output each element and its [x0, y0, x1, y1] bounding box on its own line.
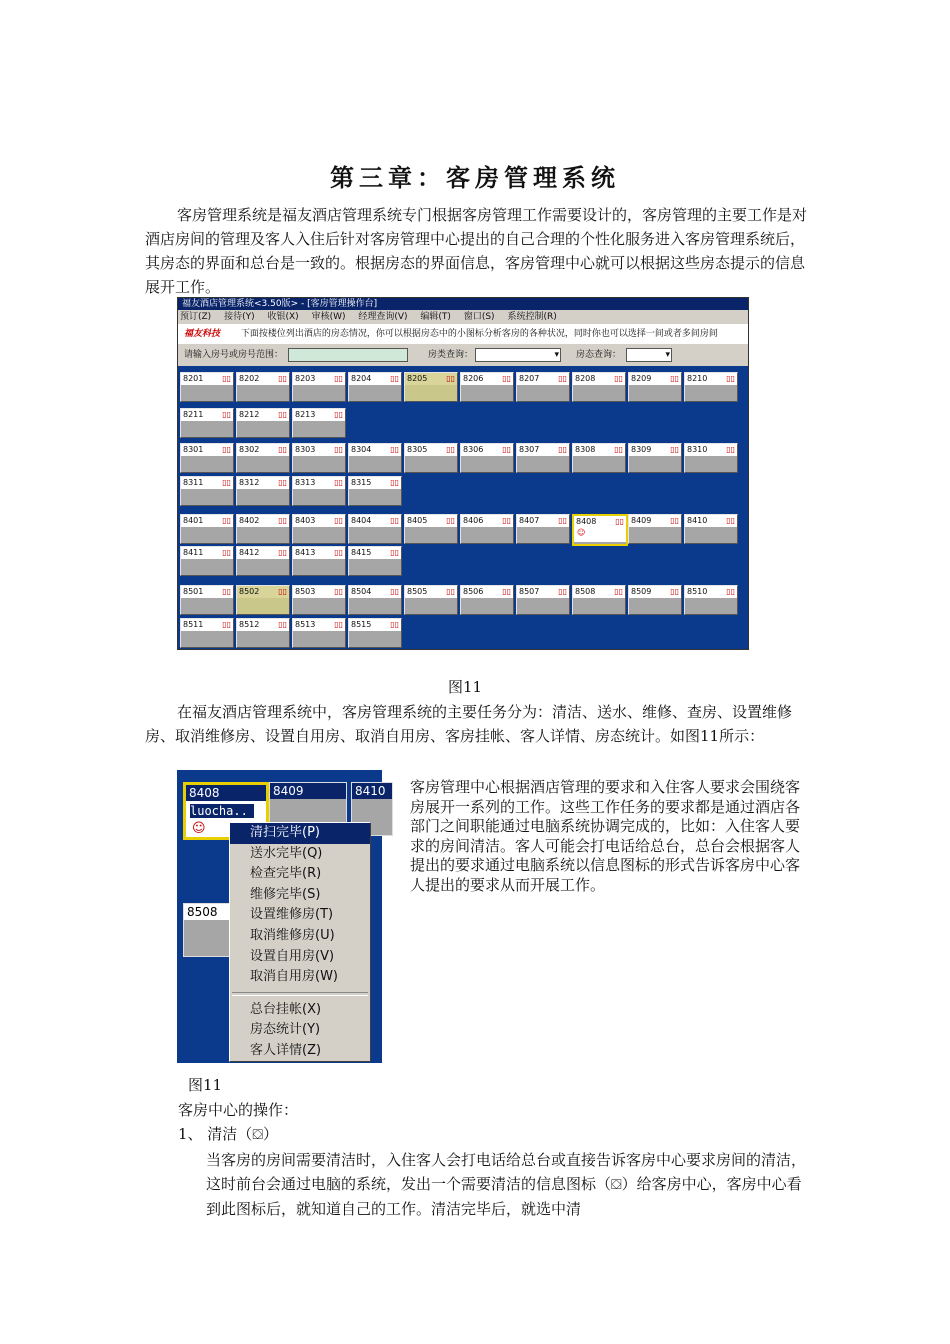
room-number: 8310 ▯▯	[687, 445, 735, 454]
room-number: 8401 ▯▯	[183, 516, 231, 525]
room-tile[interactable]	[684, 443, 738, 473]
menu-cancel-self-use[interactable]: 取消自用房(W)	[250, 969, 338, 985]
room-tile[interactable]	[236, 372, 290, 402]
room-number: 8515 ▯▯	[351, 620, 399, 629]
room-tile[interactable]	[236, 546, 290, 576]
figure-caption-2: 图11	[188, 1076, 223, 1094]
room-status-icon: ▯▯	[278, 374, 287, 383]
room-number: 8206 ▯▯	[463, 374, 511, 383]
room-number: 8202 ▯▯	[239, 374, 287, 383]
room-tile[interactable]	[404, 514, 458, 544]
room-status-icon: ▯▯	[446, 445, 455, 454]
room-status-icon: ▯▯	[614, 587, 623, 596]
room-status-icon: ▯▯	[278, 445, 287, 454]
room-status-icon: ▯▯	[222, 548, 231, 557]
item-close: ）	[262, 1125, 278, 1143]
room-tile[interactable]	[180, 546, 234, 576]
room-number: 8502 ▯▯	[239, 587, 287, 596]
room-status-icon: ▯▯	[615, 517, 624, 526]
room-number: 8404 ▯▯	[351, 516, 399, 525]
room-number: 8208 ▯▯	[575, 374, 623, 383]
room-status-icon: ▯▯	[446, 374, 455, 383]
intro-paragraph: 客房管理系统是福友酒店管理系统专门根据客房管理工作需要设计的，客房管理的主要工作是对酒店房间的管理及客人入住后针对客房管理中心提出的自己合理的个性化服务进入客房管理系统后，其房态的界面和总台是一致的。根据房态的界面信息，客房管理中心就可以根据这些房态提示的信息展开工作。	[145, 206, 808, 296]
room-number: 8410	[352, 783, 392, 799]
menu-set-self-use[interactable]: 设置自用房(V)	[250, 948, 335, 964]
room-number: 8305 ▯▯	[407, 445, 455, 454]
room-status-icon: ▯▯	[726, 374, 735, 383]
room-number: 8413 ▯▯	[295, 548, 343, 557]
room-number: 8205 ▯▯	[407, 374, 455, 383]
room-status-icon: ▯▯	[278, 478, 287, 487]
room-status-icon: ▯▯	[614, 445, 623, 454]
room-number: 8311 ▯▯	[183, 478, 231, 487]
room-number: 8512 ▯▯	[239, 620, 287, 629]
room-status-icon: ▯▯	[334, 478, 343, 487]
menu-check-done[interactable]: 检查完毕(R)	[250, 866, 322, 882]
room-tile[interactable]	[684, 372, 738, 402]
clean-description	[206, 1148, 806, 1221]
room-number: 8510 ▯▯	[687, 587, 735, 596]
brand-logo: 福友科技	[184, 329, 221, 339]
room-number: 8303 ▯▯	[295, 445, 343, 454]
room-status-icon: ▯▯	[502, 445, 511, 454]
room-tile[interactable]	[292, 514, 346, 544]
room-status-icon: ▯▯	[390, 478, 399, 487]
room-number: 8406 ▯▯	[463, 516, 511, 525]
menu-item[interactable]: 接待(Y)	[224, 312, 255, 322]
room-status-icon: ▯▯	[670, 587, 679, 596]
room-number: 8207 ▯▯	[519, 374, 567, 383]
guest-face-icon: ☺	[192, 821, 206, 836]
figure-caption: 图11	[448, 678, 483, 696]
room-status-icon: ▯▯	[390, 587, 399, 596]
room-number: 8306 ▯▯	[463, 445, 511, 454]
room-number: 8304 ▯▯	[351, 445, 399, 454]
menu-front-desk-charge[interactable]: 总台挂帐(X)	[250, 1001, 322, 1017]
room-number: 8308 ▯▯	[575, 445, 623, 454]
room-status-icon: ▯▯	[390, 548, 399, 557]
room-number: 8309 ▯▯	[631, 445, 679, 454]
type-select[interactable]	[475, 348, 561, 362]
room-tile[interactable]	[180, 408, 234, 438]
room-number: 8409	[270, 783, 346, 799]
room-tile[interactable]	[516, 372, 570, 402]
room-status-icon: ▯▯	[558, 587, 567, 596]
room-tile[interactable]	[460, 372, 514, 402]
room-tile[interactable]	[236, 514, 290, 544]
room-number: 8408	[186, 785, 266, 801]
room-tile[interactable]	[572, 443, 626, 473]
menu-item[interactable]: 预订(Z)	[180, 312, 212, 322]
room-status-icon: ▯▯	[670, 445, 679, 454]
menu-item[interactable]: 系统控制(R)	[507, 312, 557, 322]
room-number: 8315 ▯▯	[351, 478, 399, 487]
room-tile[interactable]	[292, 408, 346, 438]
menu-cancel-repair[interactable]: 取消维修房(U)	[250, 927, 335, 943]
room-status-icon: ▯▯	[222, 478, 231, 487]
room-tile[interactable]	[180, 443, 234, 473]
room-number: 8507 ▯▯	[519, 587, 567, 596]
room-number: 8509 ▯▯	[631, 587, 679, 596]
room-status-icon: ▯▯	[222, 587, 231, 596]
room-number: 8211 ▯▯	[183, 410, 231, 419]
query-bar	[178, 344, 748, 366]
room-status-icon: ▯▯	[334, 374, 343, 383]
room-number: 8201 ▯▯	[183, 374, 231, 383]
item-label: 1、 清洁（	[178, 1125, 253, 1143]
room-number: 8312 ▯▯	[239, 478, 287, 487]
room-tile[interactable]	[180, 372, 234, 402]
room-tile[interactable]	[348, 514, 402, 544]
room-status-icon: ▯▯	[334, 445, 343, 454]
room-tile[interactable]	[180, 585, 234, 615]
room-tile[interactable]	[292, 372, 346, 402]
room-number: 8508	[184, 904, 244, 920]
room-tile[interactable]	[348, 476, 402, 506]
room-tile[interactable]	[628, 585, 682, 615]
room-tile[interactable]	[348, 372, 402, 402]
menu-water-done[interactable]: 送水完毕(Q)	[250, 845, 323, 861]
context-menu-screenshot	[177, 770, 386, 1063]
room-status-icon: ▯▯	[502, 516, 511, 525]
type-label: 房类查询：	[428, 350, 474, 360]
menu-item[interactable]: 编辑(T)	[420, 312, 451, 322]
room-tile[interactable]	[180, 618, 234, 648]
room-status-icon: ▯▯	[278, 410, 287, 419]
room-tile[interactable]	[460, 443, 514, 473]
tasks-paragraph: 在福友酒店管理系统中，客房管理系统的主要任务分为：清洁、送水、维修、查房、设置维修房、取消维修房、设置自用房、取消自用房、客房挂帐、客人详情、房态统计。如图11所示：	[145, 703, 793, 745]
room-number: 8501 ▯▯	[183, 587, 231, 596]
room-tile[interactable]	[348, 585, 402, 615]
menu-set-repair[interactable]: 设置维修房(T)	[250, 907, 334, 923]
room-tile[interactable]	[236, 443, 290, 473]
room-status-icon: ▯▯	[278, 548, 287, 557]
room-tile[interactable]	[516, 514, 570, 544]
guest-name: luocha..	[190, 804, 254, 818]
room-tile[interactable]	[516, 585, 570, 615]
room-number: 8313 ▯▯	[295, 478, 343, 487]
clean-text-b: ）给客房中心，客房中心看到此图标后，就知道自己的工作。清洁完毕后，就选中清	[206, 1175, 802, 1218]
room-status-icon: ▯▯	[222, 374, 231, 383]
room-number: 8415 ▯▯	[351, 548, 399, 557]
ops-heading: 客房中心的操作：	[178, 1101, 299, 1119]
clean-icon: ⛋	[252, 1127, 263, 1143]
room-status-icon: ▯▯	[334, 516, 343, 525]
room-status-icon: ▯▯	[446, 587, 455, 596]
room-tile[interactable]	[236, 618, 290, 648]
menu-item[interactable]: 收银(X)	[267, 312, 299, 322]
room-status-icon: ▯▯	[558, 516, 567, 525]
room-status-icon: ▯▯	[502, 587, 511, 596]
room-status-icon: ▯▯	[558, 374, 567, 383]
room-tile[interactable]	[348, 443, 402, 473]
room-tile[interactable]	[292, 618, 346, 648]
menu-room-stats[interactable]: 房态统计(Y)	[250, 1022, 321, 1038]
room-number: 8213 ▯▯	[295, 410, 343, 419]
room-status-icon: ▯▯	[222, 516, 231, 525]
room-tile[interactable]	[404, 372, 458, 402]
room-status-icon: ▯▯	[222, 410, 231, 419]
room-status-icon: ▯▯	[390, 374, 399, 383]
room-number: 8505 ▯▯	[407, 587, 455, 596]
room-number: 8412 ▯▯	[239, 548, 287, 557]
menu-item[interactable]: 审核(W)	[311, 312, 346, 322]
chapter-title: 第三章：客房管理系统	[330, 163, 620, 192]
room-status-icon: ▯▯	[502, 374, 511, 383]
room-status-icon: ▯▯	[670, 516, 679, 525]
room-number: 8405 ▯▯	[407, 516, 455, 525]
room-number: 8402 ▯▯	[239, 516, 287, 525]
room-tile[interactable]	[460, 585, 514, 615]
range-input[interactable]	[288, 348, 408, 362]
room-tile[interactable]	[180, 514, 234, 544]
clean-text-a: 当客房的房间需要清洁时，入住客人会打电话给总台或直接告诉客房中心要求房间的清洁，这时前台会通过电脑的系统，发出一个需要清洁的信息图标（	[206, 1151, 807, 1193]
room-status-icon: ▯▯	[446, 516, 455, 525]
room-number: 8203 ▯▯	[295, 374, 343, 383]
clean-icon: ⛋	[611, 1177, 622, 1193]
room-tile[interactable]	[236, 408, 290, 438]
list-item-clean	[178, 1122, 278, 1147]
status-select[interactable]	[626, 348, 672, 362]
room-status-icon: ▯▯	[390, 620, 399, 629]
room-tile[interactable]	[460, 514, 514, 544]
room-status-icon: ▯▯	[278, 587, 287, 596]
room-tile[interactable]	[572, 514, 628, 546]
room-status-icon: ▯▯	[614, 374, 623, 383]
room-number: 8503 ▯▯	[295, 587, 343, 596]
room-number: 8508 ▯▯	[575, 587, 623, 596]
room-tile[interactable]	[292, 546, 346, 576]
room-tile[interactable]	[572, 372, 626, 402]
room-status-icon: ▯▯	[390, 516, 399, 525]
room-status-icon: ▯▯	[726, 587, 735, 596]
room-tile[interactable]	[348, 618, 402, 648]
side-paragraph: 客房管理中心根据酒店管理的要求和入住客人要求会围绕客房展开一系列的工作。这些工作任务的要求都是通过酒店各部门之间职能通过电脑系统协调完成的，比如：入住客人要求的房间清洁。客人可能会打电话给总台，总台会根据客人提出的要求通过电脑系统以信息图标的形式告诉客房中心客人提出的要求从而开展工作。	[410, 778, 801, 894]
room-number: 8307 ▯▯	[519, 445, 567, 454]
info-text: 下面按楼位列出酒店的房态情况，你可以根据房态中的小图标分析客房的各种状况，同时你也可以选择一间或者多间房间	[240, 329, 718, 339]
room-console-screenshot	[177, 297, 749, 650]
room-number: 8204 ▯▯	[351, 374, 399, 383]
room-number: 8210 ▯▯	[687, 374, 735, 383]
menu-bar	[178, 310, 748, 324]
room-status-icon: ▯▯	[278, 620, 287, 629]
room-tile[interactable]	[236, 476, 290, 506]
room-status-icon: ▯▯	[278, 516, 287, 525]
menu-item[interactable]: 窗口(S)	[463, 312, 495, 322]
room-status-icon: ▯▯	[390, 445, 399, 454]
room-number: 8403 ▯▯	[295, 516, 343, 525]
room-tile[interactable]	[628, 443, 682, 473]
status-label: 房态查询：	[576, 350, 622, 360]
room-status-icon: ▯▯	[334, 620, 343, 629]
room-tile[interactable]	[404, 585, 458, 615]
room-tile[interactable]	[180, 476, 234, 506]
room-number: 8209 ▯▯	[631, 374, 679, 383]
room-tile[interactable]	[684, 585, 738, 615]
room-tile[interactable]	[292, 443, 346, 473]
room-number: 8506 ▯▯	[463, 587, 511, 596]
menu-guest-details[interactable]: 客人详情(Z)	[250, 1042, 322, 1058]
room-number: 8408 ▯▯	[576, 517, 624, 526]
room-tile[interactable]	[348, 546, 402, 576]
room-number: 8513 ▯▯	[295, 620, 343, 629]
room-tile[interactable]	[684, 514, 738, 544]
room-number: 8212 ▯▯	[239, 410, 287, 419]
guest-face-icon: ☺	[574, 528, 626, 542]
room-number: 8410 ▯▯	[687, 516, 735, 525]
room-status-icon: ▯▯	[670, 374, 679, 383]
menu-repair-done[interactable]: 维修完毕(S)	[250, 886, 321, 902]
room-number: 8301 ▯▯	[183, 445, 231, 454]
context-menu	[229, 822, 371, 1062]
room-status-icon: ▯▯	[726, 516, 735, 525]
room-tile[interactable]	[404, 443, 458, 473]
room-status-icon: ▯▯	[334, 410, 343, 419]
room-status-icon: ▯▯	[334, 587, 343, 596]
room-number: 8409 ▯▯	[631, 516, 679, 525]
room-tile[interactable]	[236, 585, 290, 615]
room-tile[interactable]	[516, 443, 570, 473]
room-tile[interactable]	[292, 585, 346, 615]
room-status-icon: ▯▯	[726, 445, 735, 454]
room-status-icon: ▯▯	[558, 445, 567, 454]
room-number: 8411 ▯▯	[183, 548, 231, 557]
window-titlebar: 福友酒店管理系统<3.50版> - [客房管理操作台]	[178, 298, 748, 310]
room-tile[interactable]	[628, 372, 682, 402]
room-tile[interactable]	[292, 476, 346, 506]
room-number: 8407 ▯▯	[519, 516, 567, 525]
room-status-icon: ▯▯	[222, 620, 231, 629]
room-number: 8302 ▯▯	[239, 445, 287, 454]
info-bar	[178, 324, 748, 344]
menu-clean-done[interactable]: 清扫完毕(P)	[230, 823, 370, 844]
room-number: 8511 ▯▯	[183, 620, 231, 629]
menu-separator	[232, 992, 368, 996]
room-number: 8504 ▯▯	[351, 587, 399, 596]
room-tile[interactable]	[572, 585, 626, 615]
menu-item[interactable]: 经理查询(V)	[358, 312, 408, 322]
room-status-icon: ▯▯	[334, 548, 343, 557]
range-label: 请输入房号或房号范围：	[184, 350, 284, 360]
room-status-icon: ▯▯	[222, 445, 231, 454]
room-tile[interactable]	[628, 514, 682, 544]
